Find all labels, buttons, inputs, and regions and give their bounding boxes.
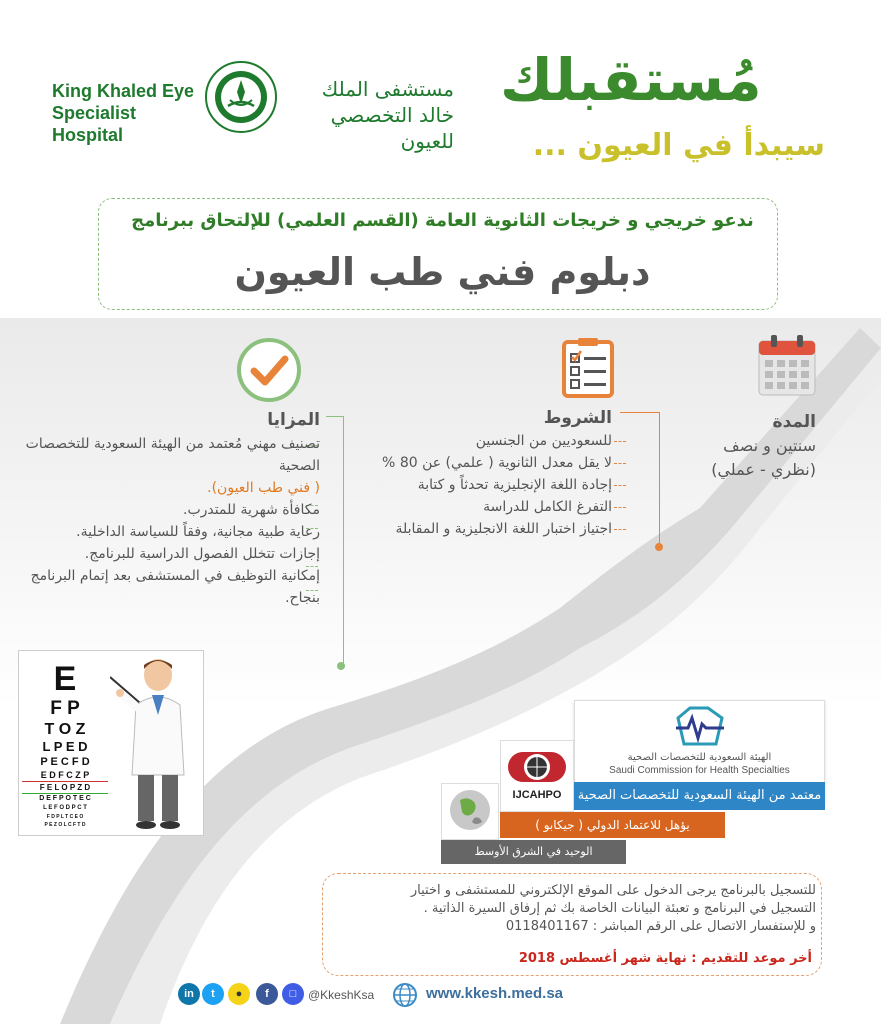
- brand-slogan: [500, 40, 762, 120]
- divider: [614, 441, 626, 442]
- eye-chart-row: D E F P O T E C: [39, 795, 91, 802]
- eye-chart-row: T O Z: [44, 721, 86, 738]
- list-item: للسعوديين من الجنسين: [475, 433, 612, 449]
- duration-text: [680, 434, 816, 482]
- invitation-line: ندعو خريجي و خريجات الثانوية العامة (القسم العلمي) للإلتحاق ببرنامج: [131, 210, 754, 231]
- hospital-name-ar: مستشفى الملك خالد التخصصي للعيون: [321, 77, 454, 153]
- registration-text: [334, 882, 816, 936]
- list-item: لا يقل معدل الثانوية ( علمي) عن 80 %: [382, 455, 612, 471]
- scfhs-name-en: Saudi Commission for Health Specialties: [609, 765, 790, 776]
- website-link[interactable]: www.kkesh.med.sa: [426, 985, 564, 1002]
- ijcahpo-label: IJCAHPO: [512, 789, 562, 801]
- conditions-list: [350, 430, 612, 540]
- registration-line2: التسجيل في البرنامج و تعبئة البيانات الخاصة بك ثم إرفاق السيرة الذاتية .: [423, 901, 816, 916]
- scfhs-accreditation-bar: معتمد من الهيئة السعودية للتخصصات الصحية: [574, 782, 825, 810]
- eye-chart-row: P E C F D: [40, 756, 90, 768]
- conditions-connector: [620, 412, 660, 547]
- advantages-list: [24, 433, 320, 609]
- brand-slogan-text: مُستقبلك: [500, 46, 762, 114]
- list-item: إجازات تتخلل الفصول الدراسية للبرنامج.: [84, 546, 320, 562]
- ijcahpo-logo: [508, 748, 566, 786]
- divider: [614, 485, 626, 486]
- divider: [614, 507, 626, 508]
- list-item: اجتياز اختبار اللغة الانجليزية و المقابلة: [395, 521, 612, 537]
- scfhs-logo: [670, 704, 730, 750]
- instagram-icon[interactable]: □: [282, 983, 304, 1005]
- social-handle[interactable]: @KkeshKsa: [308, 988, 375, 1002]
- advantages-connector-dot: [337, 662, 345, 670]
- globe-icon: [448, 788, 492, 832]
- eye-chart-row: E: [53, 660, 77, 698]
- conditions-connector-dot: [655, 543, 663, 551]
- list-item-highlight: ( فني طب العيون).: [207, 480, 320, 496]
- duration-line1: سنتين و نصف: [723, 436, 816, 455]
- calendar-icon: [757, 333, 817, 397]
- linkedin-icon[interactable]: in: [178, 983, 200, 1005]
- eye-chart-row: E D F C Z P: [22, 769, 108, 782]
- eye-chart-row: F D P L T C E O: [46, 814, 84, 820]
- ijcahpo-bar: يؤهل للاعتماد الدولي ( جيكابو ): [500, 812, 725, 838]
- eye-chart-row: F P: [50, 698, 80, 719]
- application-deadline: أخر موعد للتقديم : نهاية شهر أغسطس 2018: [518, 951, 812, 966]
- brand-tagline: سيبدأ في العيون ...: [532, 128, 825, 163]
- eye-chart-row: F E L O P Z D: [22, 782, 108, 794]
- list-item: إجادة اللغة الإنجليزية تحدثاً و كتابة: [417, 477, 612, 493]
- advantages-title: المزايا: [267, 410, 320, 430]
- scfhs-name-ar: الهيئة السعودية للتخصصات الصحية: [627, 752, 772, 763]
- eye-chart-row: L E F O D P C T: [43, 805, 87, 811]
- advantages-connector: [326, 416, 344, 666]
- hospital-logo: [204, 60, 278, 134]
- hospital-name-en: King Khaled Eye Specialist Hospital: [52, 81, 195, 145]
- list-item: إمكانية التوظيف في المستشفى بعد إتمام البرنامج بنجاح.: [30, 568, 320, 606]
- duration-title: المدة: [772, 412, 816, 432]
- list-item: رعاية طبية مجانية، وفقاً للسياسة الداخلية.: [76, 524, 320, 540]
- checkmark-icon: [236, 337, 302, 403]
- duration-line2: (نظري - عملي): [711, 460, 816, 479]
- list-item: التفرغ الكامل للدراسة: [483, 499, 612, 515]
- snapchat-icon[interactable]: ●: [228, 983, 250, 1005]
- conditions-title: الشروط: [543, 408, 612, 428]
- website-globe-icon: [392, 982, 418, 1008]
- program-title: دبلوم فني طب العيون: [234, 250, 651, 294]
- checklist-icon: [560, 336, 616, 398]
- eye-chart-row: L P E D: [42, 739, 88, 754]
- list-item: مكافأة شهرية للمتدرب.: [183, 502, 320, 518]
- twitter-icon[interactable]: t: [202, 983, 224, 1005]
- doctor-illustration: [110, 655, 200, 833]
- list-item: [24, 433, 320, 499]
- eye-chart-row: P E Z O L C F T D: [44, 822, 86, 828]
- eye-chart: [22, 660, 108, 829]
- list-item-text: تصنيف مهني مُعتمد من الهيئة السعودية للتخصصات الصحية: [25, 436, 320, 474]
- middle-east-bar: الوحيد في الشرق الأوسط: [441, 840, 626, 864]
- registration-line3: و للإستفسار الاتصال على الرقم المباشر : 0118401167: [505, 919, 816, 934]
- divider: [614, 529, 626, 530]
- facebook-icon[interactable]: f: [256, 983, 278, 1005]
- registration-line1: للتسجيل بالبرنامج يرجى الدخول على الموقع الإلكتروني للمستشفى و اختيار: [410, 883, 816, 898]
- divider: [614, 463, 626, 464]
